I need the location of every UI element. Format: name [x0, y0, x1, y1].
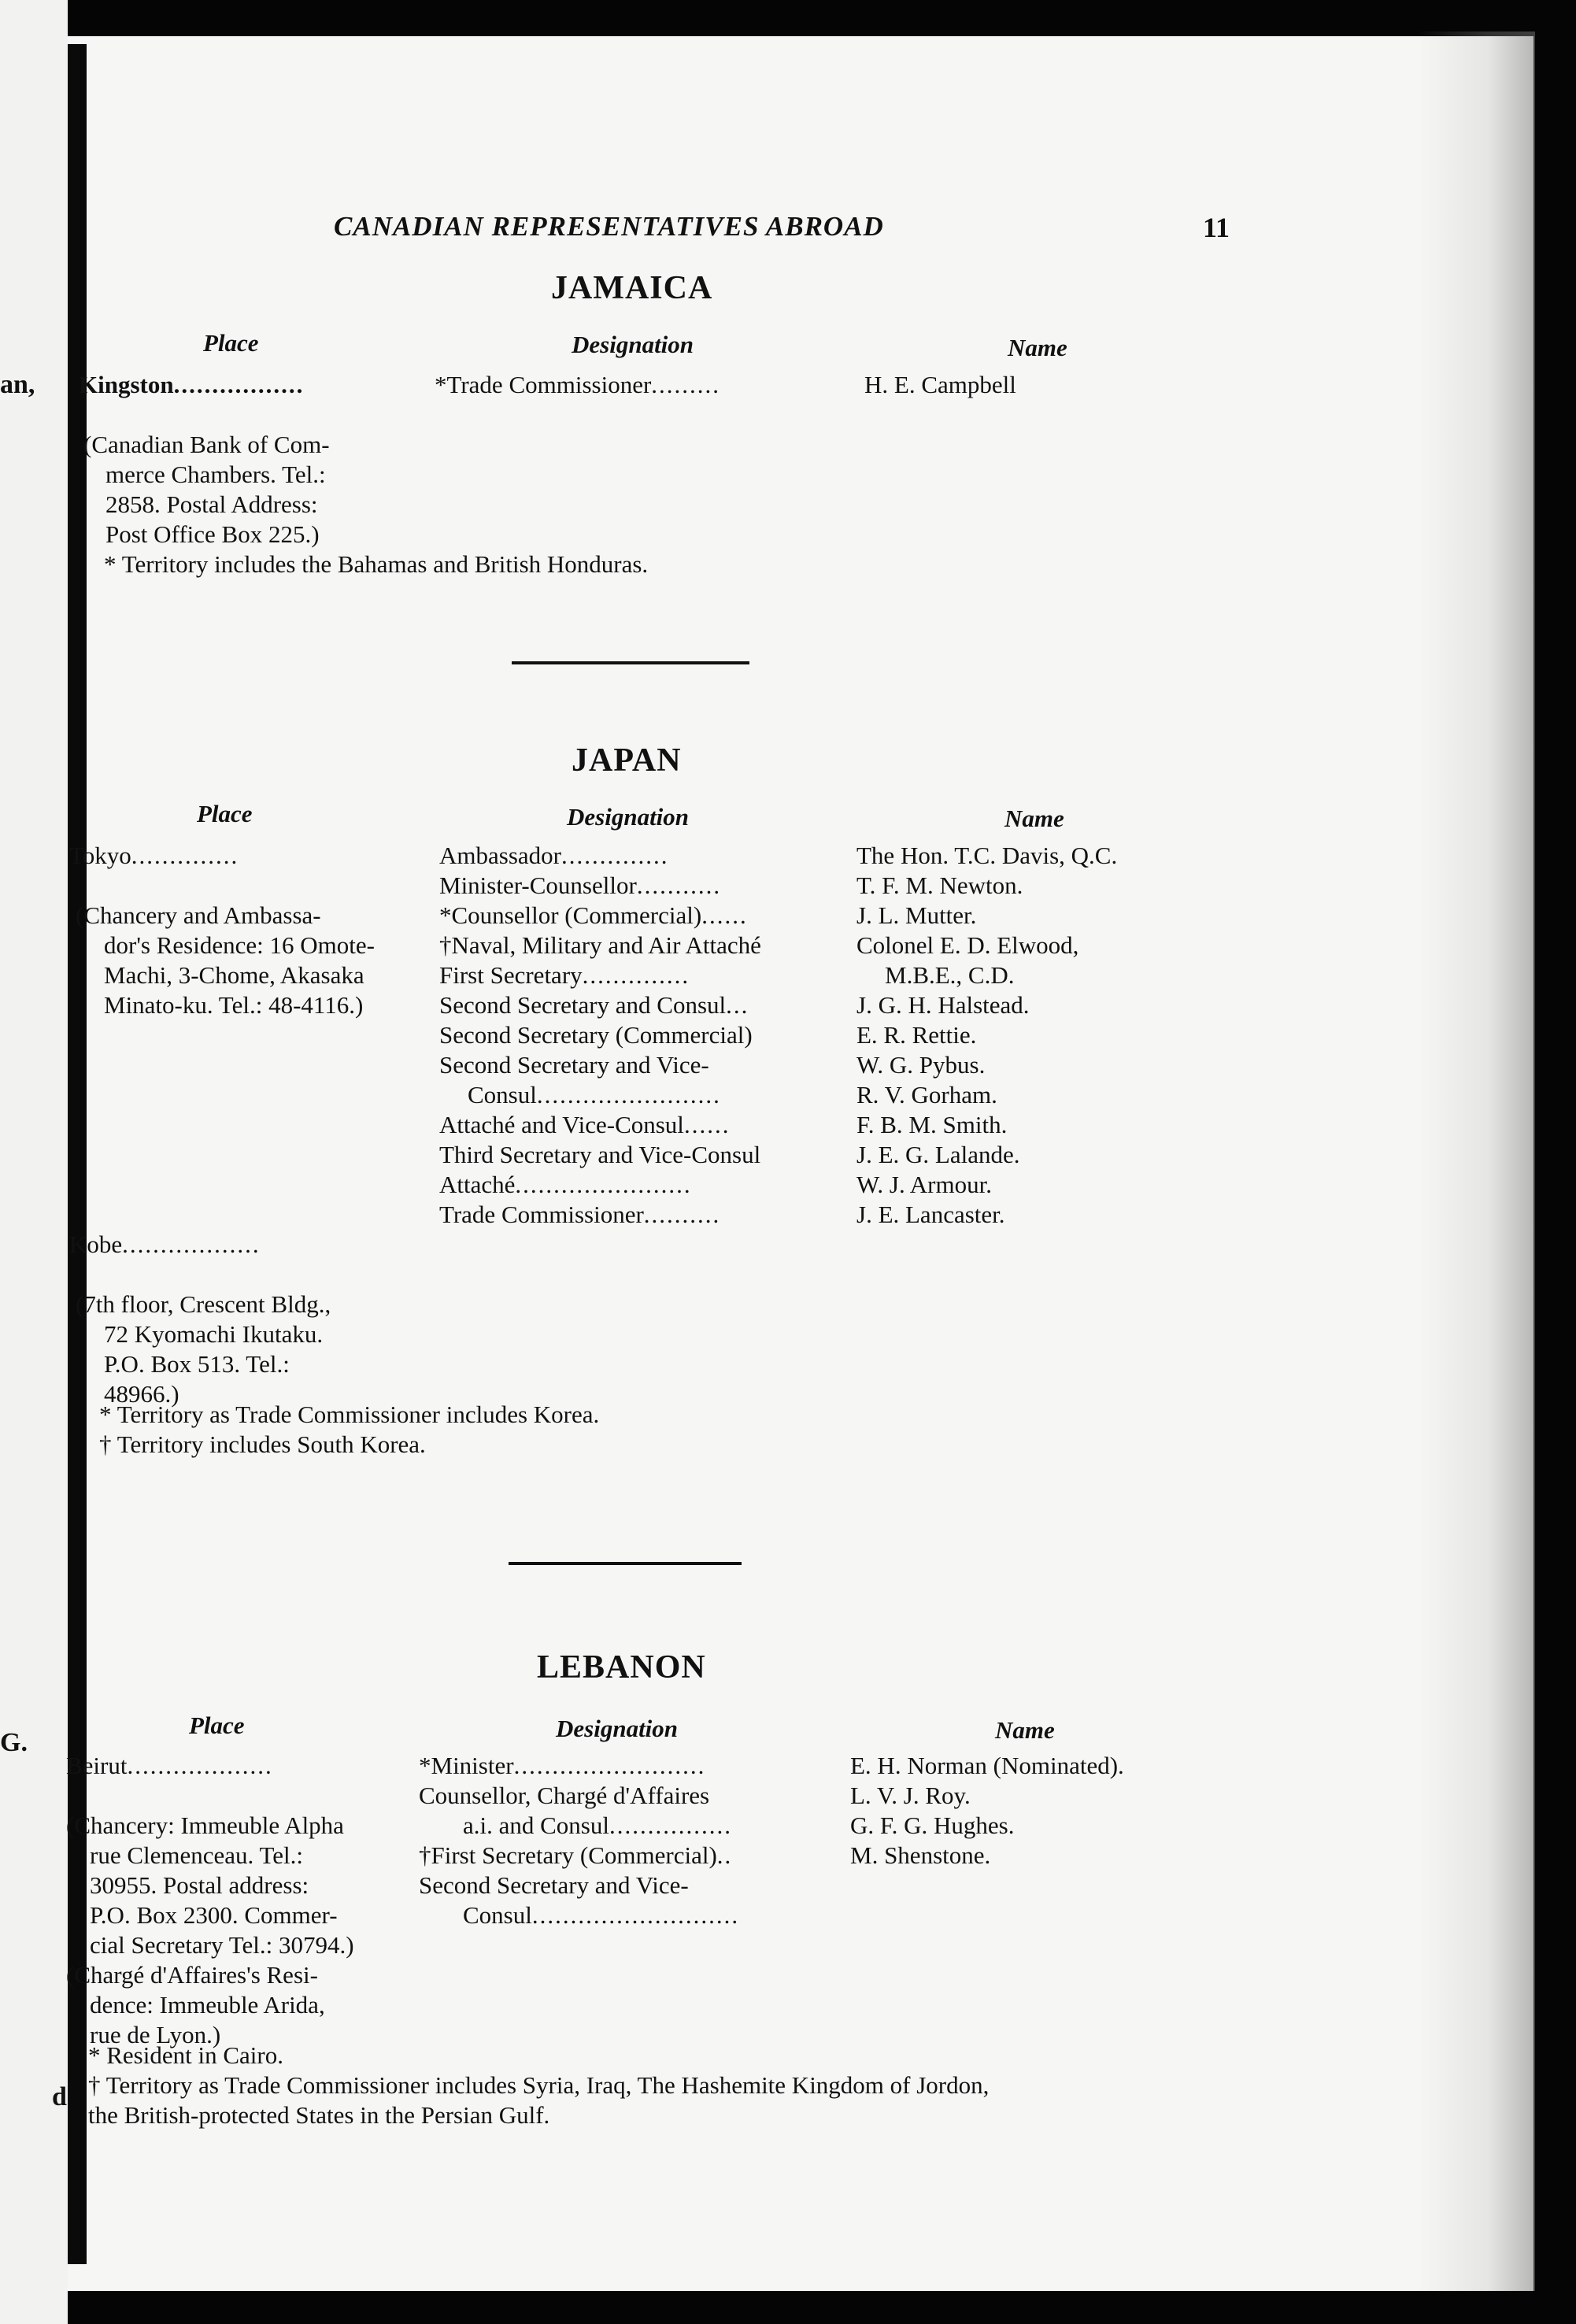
name-entry: F. B. M. Smith. — [856, 1111, 1008, 1138]
designation-entry: Second Secretary and Vice- — [439, 1051, 709, 1079]
running-title: CANADIAN REPRESENTATIVES ABROAD — [334, 211, 884, 242]
designation-entry: Ambassador.............. — [439, 842, 669, 869]
section-title-lebanon: LEBANON — [537, 1649, 706, 1686]
name-entry: R. V. Gorham. — [856, 1081, 997, 1108]
footnote: the British-protected States in the Persian Gulf. — [88, 2101, 550, 2129]
name-entry: T. F. M. Newton. — [856, 872, 1023, 899]
place-address: (Chancery and Ambassa- dor's Residence: 16 Omote- Machi, 3-Chome, Akasaka Minato-ku. Tel.: 48-4116.) — [76, 901, 375, 1019]
name-entry: J. L. Mutter. — [856, 901, 977, 929]
place-address: (Canadian Bank of Com- merce Chambers. Tel.: 2858. Postal Address: Post Office Box 225.) — [83, 431, 330, 548]
name-entry: H. E. Campbell — [864, 371, 1016, 398]
column-header-place: Place — [197, 800, 253, 827]
place-city: Beirut................... — [66, 1752, 273, 1779]
name-entry: M.B.E., C.D. — [885, 961, 1015, 989]
name-column — [850, 1751, 1124, 1871]
column-header-place: Place — [189, 1712, 245, 1739]
designation-entry: Third Secretary and Vice-Consul — [439, 1141, 761, 1168]
designation-entry: Counsellor, Chargé d'Affaires — [419, 1782, 710, 1809]
place-address: (7th floor, Crescent Bldg., 72 Kyomachi Ikutaku. P.O. Box 513. Tel.: 48966.) — [76, 1290, 331, 1408]
name-entry: Colonel E. D. Elwood, — [856, 931, 1079, 959]
footnote: † Territory includes South Korea. — [99, 1430, 426, 1458]
column-header-name: Name — [1004, 805, 1064, 832]
column-header-designation: Designation — [556, 1715, 679, 1742]
left-page-edge — [0, 0, 68, 2324]
name-entry: The Hon. T.C. Davis, Q.C. — [856, 842, 1118, 869]
margin-fragment: d — [52, 2082, 67, 2111]
designation-entry: †First Secretary (Commercial).. — [419, 1841, 733, 1869]
designation-entry: †Naval, Military and Air Attaché — [439, 931, 761, 959]
section-title-japan: JAPAN — [572, 742, 682, 779]
name-entry: G. F. G. Hughes. — [850, 1811, 1015, 1839]
margin-fragment: an, — [0, 370, 35, 399]
designation-entry: Attaché....................... — [439, 1171, 692, 1198]
column-header-name: Name — [1008, 334, 1067, 361]
place-city: Tokyo.............. — [69, 842, 239, 869]
designation-entry: Attaché and Vice-Consul...... — [439, 1111, 731, 1138]
section-title-jamaica: JAMAICA — [551, 270, 713, 306]
column-header-designation: Designation — [572, 331, 694, 358]
column-header-place: Place — [203, 329, 259, 357]
footnote: * Resident in Cairo. — [88, 2041, 283, 2069]
designation-entry: *Trade Commissioner......... — [435, 371, 721, 398]
column-header-designation: Designation — [567, 803, 690, 831]
name-entry: J. E. Lancaster. — [856, 1201, 1005, 1228]
designation-entry: *Counsellor (Commercial)...... — [439, 901, 748, 929]
page-number: 11 — [1203, 212, 1230, 243]
place-address: (Chancery: Immeuble Alpha rue Clemenceau. Tel.: 30955. Postal address: P.O. Box 2300. Commer- cial Secretary Tel.: 30794.) (Chargé d'Affaires's Resi- dence: Immeuble Arida, rue de Lyon.) — [66, 1811, 354, 2048]
designation-column — [419, 1751, 739, 1930]
section-divider — [512, 661, 749, 664]
designation-column — [439, 841, 761, 1230]
name-entry: J. G. H. Halstead. — [856, 991, 1030, 1019]
margin-fragment: G. — [0, 1728, 28, 1757]
page-edge-shadow — [1417, 31, 1535, 2291]
footnote: * Territory as Trade Commissioner includes Korea. — [99, 1401, 600, 1428]
designation-entry: Second Secretary and Consul... — [439, 991, 749, 1019]
designation-entry: Consul........................ — [468, 1081, 721, 1108]
designation-entry: Second Secretary and Vice- — [419, 1871, 689, 1899]
column-header-name: Name — [995, 1716, 1055, 1744]
name-entry: W. G. Pybus. — [856, 1051, 986, 1079]
designation-entry: First Secretary.............. — [439, 961, 690, 989]
designation-entry: Consul........................... — [463, 1901, 740, 1929]
place-city: Kobe.................. — [69, 1230, 261, 1258]
name-entry: W. J. Armour. — [856, 1171, 992, 1198]
designation-entry: *Minister......................... — [419, 1752, 706, 1779]
footnote: * Territory includes the Bahamas and British Honduras. — [104, 550, 649, 578]
name-entry: E. H. Norman (Nominated). — [850, 1752, 1124, 1779]
name-entry: E. R. Rettie. — [856, 1021, 977, 1049]
name-column — [856, 841, 1117, 1230]
name-entry: M. Shenstone. — [850, 1841, 991, 1869]
place-city: Kingston................. — [79, 371, 305, 398]
name-entry: L. V. J. Roy. — [850, 1782, 971, 1809]
section-divider — [509, 1562, 742, 1565]
footnote: † Territory as Trade Commissioner includes Syria, Iraq, The Hashemite Kingdom of Jordon, — [88, 2071, 990, 2099]
designation-entry: Trade Commissioner.......... — [439, 1201, 721, 1228]
designation-entry: Second Secretary (Commercial) — [439, 1021, 753, 1049]
designation-entry: a.i. and Consul................ — [463, 1811, 732, 1839]
name-entry: J. E. G. Lalande. — [856, 1141, 1020, 1168]
designation-entry: Minister-Counsellor........... — [439, 872, 722, 899]
